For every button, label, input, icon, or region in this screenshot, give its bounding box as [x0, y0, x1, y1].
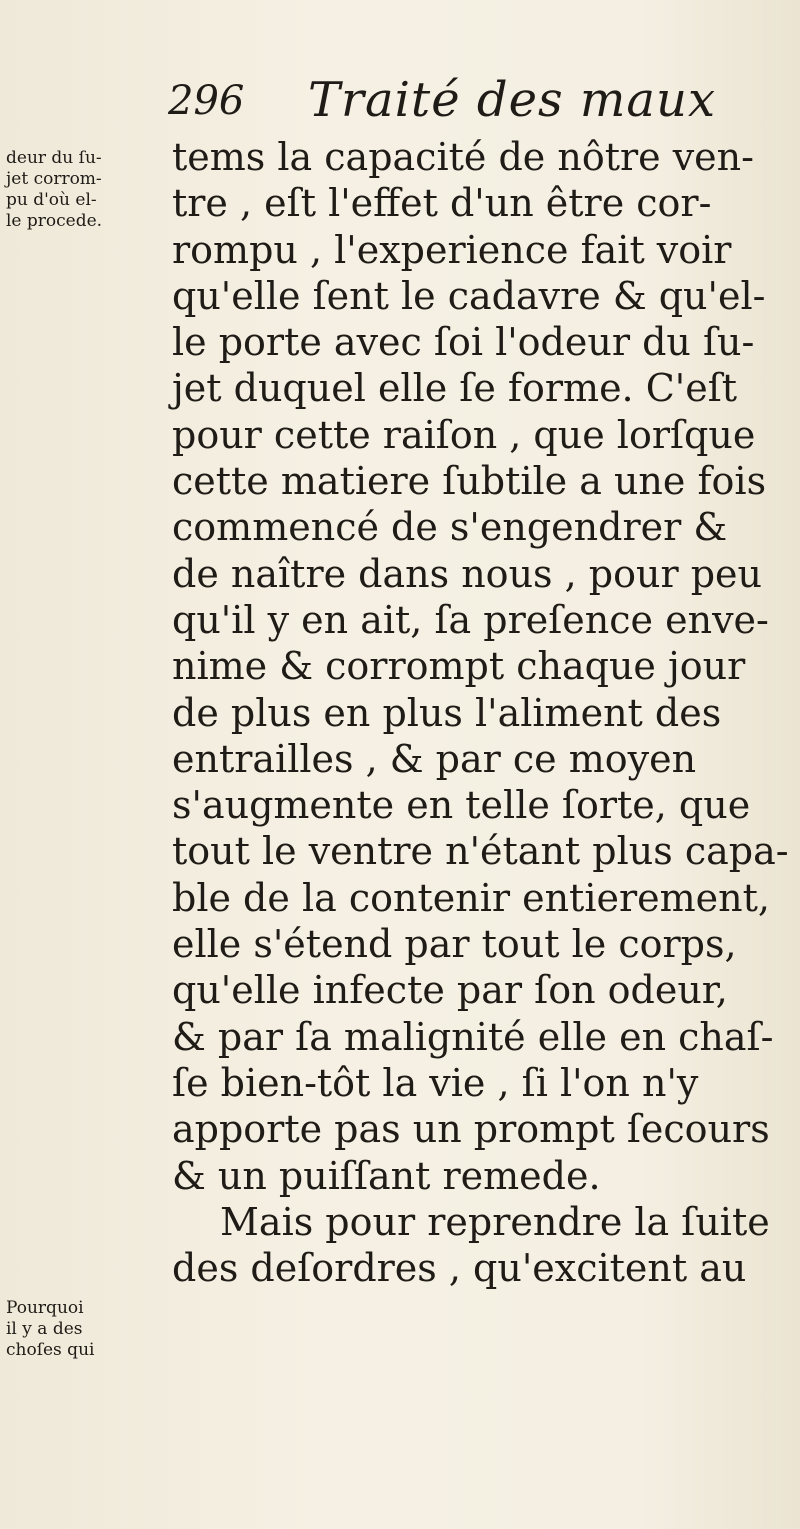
margin-note: [6, 1298, 156, 1361]
text-line: le porte avec ſoi l'odeur du ſu-: [172, 320, 755, 365]
text-line: ble de la contenir entierement,: [172, 875, 770, 920]
text-line: & par ſa malignité elle en chaſ-: [172, 1014, 774, 1059]
margin-note-line: Pourquoi: [6, 1298, 84, 1318]
body-text: [172, 134, 789, 1291]
margin-note-line: jet corrom-: [6, 169, 102, 189]
text-line: pour cette raiſon , que lorſque: [172, 412, 756, 457]
text-line: tout le ventre n'étant plus capa-: [172, 829, 789, 874]
text-line: cette matiere ſubtile a une fois: [172, 459, 767, 504]
text-line: entrailles , & par ce moyen: [172, 736, 697, 781]
page-number: 296: [168, 78, 245, 124]
text-line: elle s'étend par tout le corps,: [172, 922, 737, 967]
text-line: ſe bien-tôt la vie , ſi l'on n'y: [172, 1060, 699, 1105]
margin-note: [6, 148, 156, 232]
margin-note-line: choſes qui: [6, 1340, 95, 1360]
text-line: tems la capacité de nôtre ven-: [172, 135, 754, 179]
text-line: commencé de s'engendrer &: [172, 505, 728, 550]
text-line: qu'elle infecte par ſon odeur,: [172, 968, 728, 1013]
margin-note-line: il y a des: [6, 1319, 83, 1339]
text-line: rompu , l'experience fait voir: [172, 227, 732, 272]
text-line: qu'il y en ait, ſa preſence enve-: [172, 597, 769, 642]
text-line: Mais pour reprendre la ſuite: [220, 1199, 770, 1244]
text-line: tre , eſt l'effet d'un être cor-: [172, 181, 712, 226]
text-line: jet duquel elle ſe forme. C'eſt: [172, 366, 738, 411]
text-line: apporte pas un prompt ſecours: [172, 1107, 770, 1152]
page-header: [168, 72, 768, 138]
text-line: s'augmente en telle ſorte, que: [172, 783, 751, 828]
margin-note-line: deur du ſu-: [6, 148, 102, 168]
margin-note-line: pu d'où el-: [6, 190, 97, 210]
text-line: de naître dans nous , pour peu: [172, 551, 762, 596]
text-line: nime & corrompt chaque jour: [172, 644, 746, 689]
text-line: qu'elle ſent le cadavre & qu'el-: [172, 273, 766, 318]
text-line: de plus en plus l'aliment des: [172, 690, 722, 735]
running-title: Traité des maux: [308, 72, 717, 128]
text-line: des deſordres , qu'excitent au: [172, 1246, 747, 1291]
margin-note-line: le procede.: [6, 211, 103, 231]
text-line: & un puiſſant remede.: [172, 1153, 601, 1198]
